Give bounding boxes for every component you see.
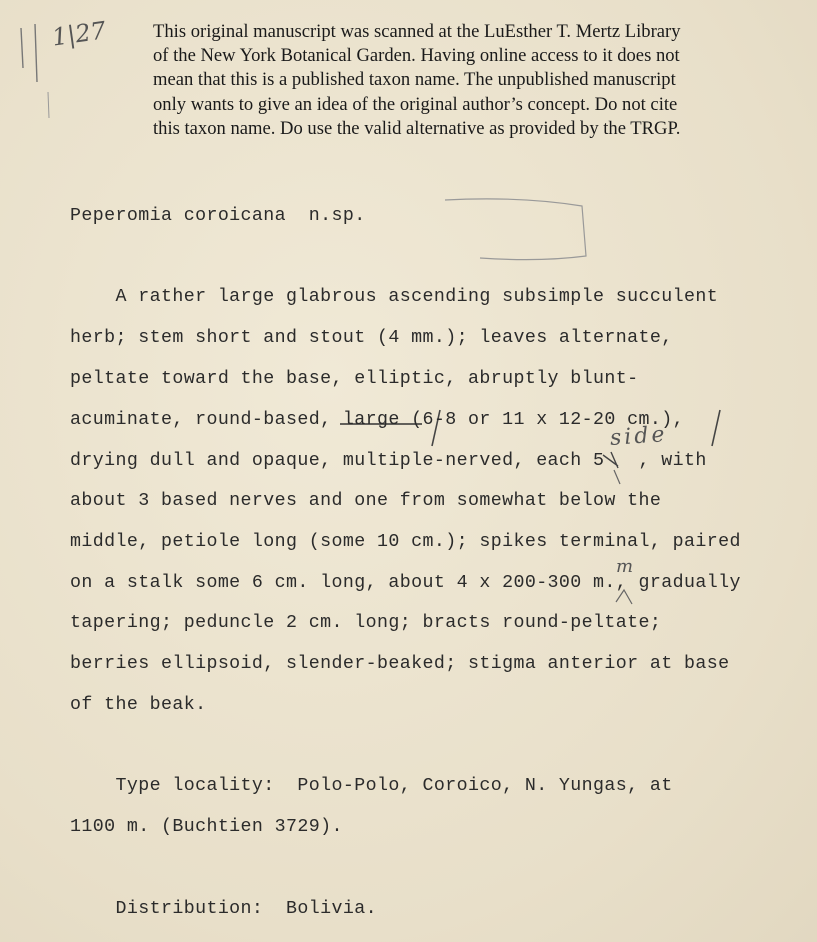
description-line: middle, petiole long (some 10 cm.); spikes terminal, paired <box>70 532 741 552</box>
notice-line: This original manuscript was scanned at the LuEsther T. Mertz Library <box>153 21 681 42</box>
type-locality-line: 1100 m. (Buchtien 3729). <box>70 817 343 837</box>
notice-line: of the New York Botanical Garden. Having online access to it does not <box>153 45 680 67</box>
description-line: peltate toward the base, elliptic, abruptly blunt- <box>70 369 639 389</box>
insertion-side: side <box>609 422 669 451</box>
taxon-title: Peperomia coroicana n.sp. <box>70 206 366 226</box>
description-line: A rather large glabrous ascending subsimple succulent <box>70 287 719 307</box>
description-line: drying dull and opaque, multiple-nerved, each 5 , with <box>70 451 707 471</box>
notice-line: this taxon name. Do use the valid alternative as provided by the TRGP. <box>153 117 681 139</box>
description-line: on a stalk some 6 cm. long, about 4 x 200-300 m., gradually <box>70 573 741 593</box>
notice-line: mean that this is a published taxon name. The unpublished manuscript <box>153 69 676 91</box>
library-notice <box>153 20 793 141</box>
description-line: tapering; peduncle 2 cm. long; bracts round-peltate; <box>70 613 662 633</box>
description-line: of the beak. <box>70 695 207 715</box>
insertion-m: m <box>616 556 634 577</box>
description-line: berries ellipsoid, slender-beaked; stigma anterior at base <box>70 654 730 674</box>
notice-line: only wants to give an idea of the original author’s concept. Do not cite <box>153 93 678 115</box>
description-line: about 3 based nerves and one from somewhat below the <box>70 491 662 511</box>
description-line: herb; stem short and stout (4 mm.); leaves alternate, <box>70 328 673 348</box>
folio-annotation: 1|27 <box>50 16 108 52</box>
type-locality-line: Type locality: Polo-Polo, Coroico, N. Yungas, at <box>70 776 673 796</box>
description-line: acuminate, round-based, large (6-8 or 11 x 12-20 cm.), <box>70 410 685 430</box>
distribution: Distribution: Bolivia. <box>70 899 378 919</box>
